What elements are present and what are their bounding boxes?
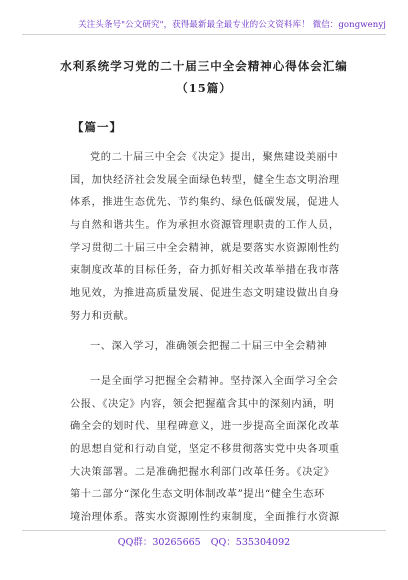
paragraph-line: 第十二部分“深化生态文明体制改革”提出“健全生态环 [70,489,325,501]
paragraph-2 [70,371,340,530]
paragraph-line: 努力和贡献。 [70,310,135,322]
paragraph-line: 确全会的划时代、里程碑意义，进一步提高全面深化改革 [70,421,340,433]
header-divider [22,34,386,35]
paragraph-line: 体系，推进生态优先、节约集约、绿色低碳发展，促进人 [70,197,340,209]
paragraph-line: 的思想自觉和行动自觉，坚定不移贯彻落实党中央各项重 [70,444,340,456]
footer-divider [22,530,386,531]
section-heading-1: 一、深入学习，准确领会把握二十届三中全会精神 [90,341,328,352]
paragraph-line: 公报、《决定》内容，领会把握蕴含其中的深刻内涵，明 [70,398,335,410]
footer-contact [0,534,408,548]
footer-qq-number: QQ：535304092 [210,537,291,548]
paragraph-line: 地见效，为推进高质量发展、促进生态文明建设做出自身 [70,288,340,300]
paragraph-line: 与自然和谐共生。作为承担水资源管理职责的工作人员， [70,220,340,232]
paragraph-line: 学习贯彻二十届三中全会精神，就是要落实水资源刚性约 [70,242,340,254]
paragraph-line: 束制度改革的目标任务，奋力抓好相关改革举措在我市落 [70,265,340,277]
header-promo-note: 关注头条号"公文研究"，获得最新最全最专业的公文资料库！ 微信：gongwenyj [78,20,386,30]
footer-qq-group: QQ群：30265665 [117,537,201,548]
paragraph-line: 一是全面学习把握全会精神。坚持深入全面学习全会 [90,376,339,387]
document-subtitle: （15篇） [176,81,232,95]
paragraph-line: 大决策部署。二是准确把握水利部门改革任务。《决定》 [70,466,335,478]
paragraph-line: 境治理体系。落实水资源刚性约束制度，全面推行水资源 [70,512,340,524]
paragraph-1 [70,147,340,329]
section-label: 【篇一】 [72,120,122,134]
paragraph-line: 党的二十届三中全会《决定》提出，聚焦建设美丽中 [90,152,339,163]
document-title: 水利系统学习党的二十届三中全会精神心得体会汇编 [60,59,348,73]
paragraph-line: 国，加快经济社会发展全面绿色转型，健全生态文明治理 [70,174,340,186]
